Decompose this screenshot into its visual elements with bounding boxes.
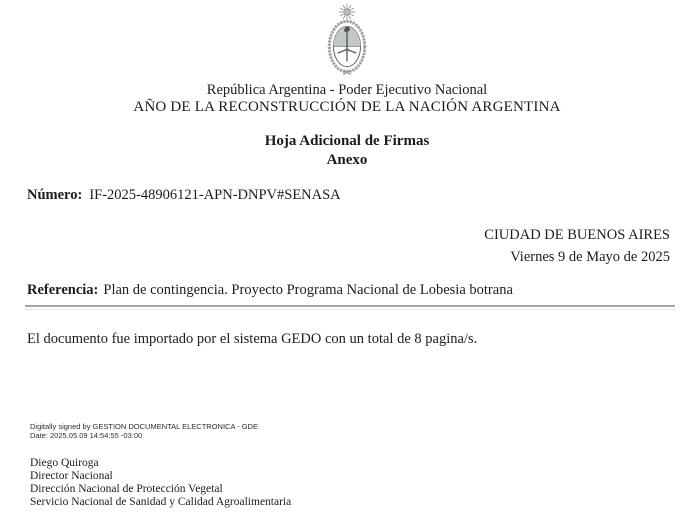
- signer-office: Dirección Nacional de Protección Vegetal: [30, 483, 223, 495]
- digital-signature-line2: Date: 2025.05.09 14:54:55 -03:00: [30, 431, 143, 440]
- signer-agency: Servicio Nacional de Sanidad y Calidad Agroalimentaria: [30, 496, 292, 508]
- header-year-line: AÑO DE LA RECONSTRUCCIÓN DE LA NACIÓN ARGENTINA: [133, 99, 561, 115]
- coat-of-arms-svg: [319, 2, 375, 78]
- place-city: CIUDAD DE BUENOS AIRES: [484, 227, 670, 243]
- section-divider: [25, 305, 675, 310]
- reference-value: Plan de contingencia. Proyecto Programa Nacional de Lobesia botrana: [103, 282, 513, 298]
- body-text: El documento fue importado por el sistema GEDO con un total de 8 pagina/s.: [27, 331, 478, 347]
- signer-role: Director Nacional: [30, 470, 113, 482]
- digital-signature-line1: Digitally signed by GESTION DOCUMENTAL ELECTRONICA - GDE: [30, 422, 258, 431]
- digital-signature-stamp: [30, 422, 258, 440]
- reference-row: [27, 282, 670, 299]
- header-republic-line: República Argentina - Poder Ejecutivo Nacional: [206, 82, 488, 98]
- signer-block: [30, 457, 291, 509]
- document-subtitle: Anexo: [326, 152, 368, 168]
- number-label: Número:: [27, 187, 83, 203]
- number-row: [27, 187, 341, 204]
- signer-name: Diego Quiroga: [30, 457, 99, 469]
- reference-label: Referencia:: [27, 282, 99, 298]
- argentina-coat-of-arms-icon: [319, 2, 375, 78]
- number-value: IF-2025-48906121-APN-DNPV#SENASA: [89, 187, 341, 203]
- place-date: Viernes 9 de Mayo de 2025: [510, 249, 670, 265]
- document-title: Hoja Adicional de Firmas: [264, 133, 430, 149]
